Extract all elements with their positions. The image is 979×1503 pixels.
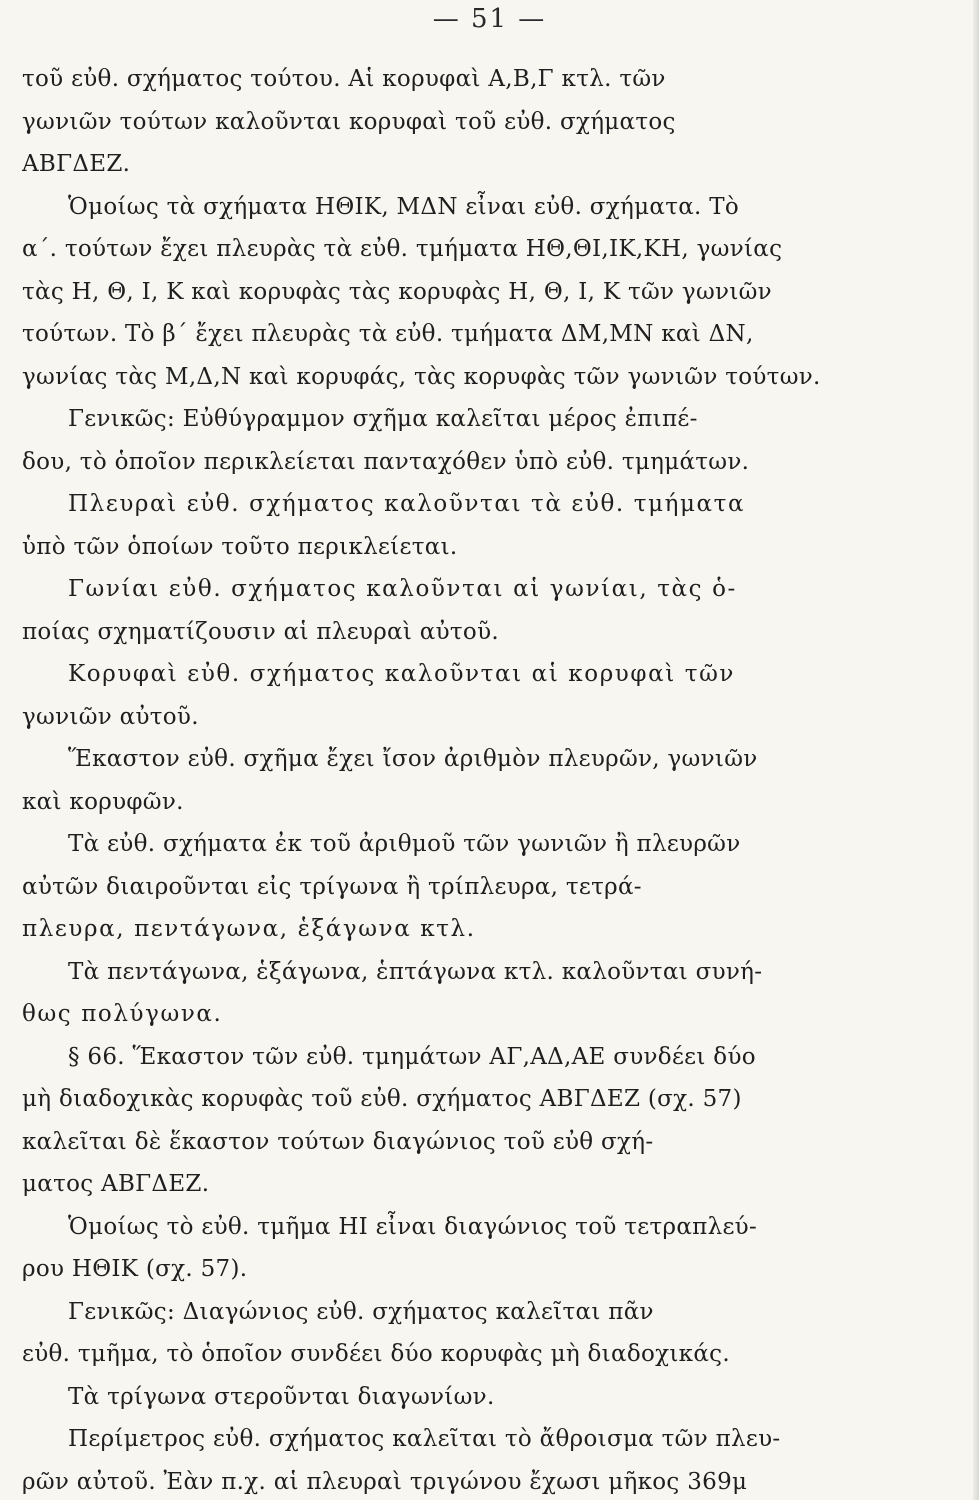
text-line: εὐθ. τμῆμα, τὸ ὁποῖον συνδέει δύο κορυφὰς μὴ διαδοχικάς. xyxy=(22,1333,842,1376)
text-line: θως πολύγωνα. xyxy=(22,993,842,1036)
text-line: αὐτῶν διαιροῦνται εἰς τρίγωνα ἢ τρίπλευρα, τετρά- xyxy=(22,866,842,909)
text-line: ρου ΗΘΙΚ (σχ. 57). xyxy=(22,1248,842,1291)
text-line: πλευρα, πεντάγωνα, ἑξάγωνα κτλ. xyxy=(22,908,842,951)
page-text xyxy=(22,58,842,1503)
text-line: Πλευραὶ εὐθ. σχήματος καλοῦνται τὰ εὐθ. τμήματα xyxy=(22,483,842,526)
text-line: Γενικῶς: Εὐθύγραμμον σχῆμα καλεῖται μέρος ἐπιπέ- xyxy=(22,398,842,441)
text-line: ρῶν αὐτοῦ. Ἐὰν π.χ. αἱ πλευραὶ τριγώνου ἔχωσι μῆκος 369μ xyxy=(22,1461,842,1503)
text-line: καλεῖται δὲ ἕκαστον τούτων διαγώνιος τοῦ εὐθ σχή- xyxy=(22,1121,842,1164)
text-line: τοῦ εὐθ. σχήματος τούτου. Αἱ κορυφαὶ Α,Β,Γ κτλ. τῶν xyxy=(22,58,842,101)
page-edge xyxy=(973,0,979,1500)
text-line: Γενικῶς: Διαγώνιος εὐθ. σχήματος καλεῖται πᾶν xyxy=(22,1291,842,1334)
text-line: τούτων. Τὸ β΄ ἔχει πλευρὰς τὰ εὐθ. τμήματα ΔΜ,ΜΝ καὶ ΔΝ, xyxy=(22,313,842,356)
text-line: ὑπὸ τῶν ὁποίων τοῦτο περικλείεται. xyxy=(22,526,842,569)
text-line: α΄. τούτων ἔχει πλευρὰς τὰ εὐθ. τμήματα ΗΘ,ΘΙ,ΙΚ,ΚΗ, γωνίας xyxy=(22,228,842,271)
page-number: — 51 — xyxy=(0,4,979,34)
text-line: ποίας σχηματίζουσιν αἱ πλευραὶ αὐτοῦ. xyxy=(22,611,842,654)
text-line: Ὁμοίως τὰ σχήματα ΗΘΙΚ, ΜΔΝ εἶναι εὐθ. σχήματα. Τὸ xyxy=(22,186,842,229)
text-line: Περίμετρος εὐθ. σχήματος καλεῖται τὸ ἄθροισμα τῶν πλευ- xyxy=(22,1418,842,1461)
text-line: Ἕκαστον εὐθ. σχῆμα ἔχει ἴσον ἀριθμὸν πλευρῶν, γωνιῶν xyxy=(22,738,842,781)
text-line: Κορυφαὶ εὐθ. σχήματος καλοῦνται αἱ κορυφαὶ τῶν xyxy=(22,653,842,696)
text-line: καὶ κορυφῶν. xyxy=(22,781,842,824)
text-line: δου, τὸ ὁποῖον περικλείεται πανταχόθεν ὑπὸ εὐθ. τμημάτων. xyxy=(22,441,842,484)
text-line: Γωνίαι εὐθ. σχήματος καλοῦνται αἱ γωνίαι, τὰς ὁ- xyxy=(22,568,842,611)
text-line: γωνιῶν τούτων καλοῦνται κορυφαὶ τοῦ εὐθ. σχήματος xyxy=(22,101,842,144)
text-line: ΑΒΓΔΕΖ. xyxy=(22,143,842,186)
text-line: Ὁμοίως τὸ εὐθ. τμῆμα ΗΙ εἶναι διαγώνιος τοῦ τετραπλεύ- xyxy=(22,1206,842,1249)
text-line: μὴ διαδοχικὰς κορυφὰς τοῦ εὐθ. σχήματος ΑΒΓΔΕΖ (σχ. 57) xyxy=(22,1078,842,1121)
text-line: Τὰ τρίγωνα στεροῦνται διαγωνίων. xyxy=(22,1376,842,1419)
text-line: ματος ΑΒΓΔΕΖ. xyxy=(22,1163,842,1206)
text-line: γωνιῶν αὐτοῦ. xyxy=(22,696,842,739)
text-line: Τὰ πεντάγωνα, ἑξάγωνα, ἑπτάγωνα κτλ. καλοῦνται συνή- xyxy=(22,951,842,994)
text-line: § 66. Ἕκαστον τῶν εὐθ. τμημάτων ΑΓ,ΑΔ,ΑΕ συνδέει δύο xyxy=(22,1036,842,1079)
text-line: Τὰ εὐθ. σχήματα ἐκ τοῦ ἀριθμοῦ τῶν γωνιῶν ἢ πλευρῶν xyxy=(22,823,842,866)
text-line: γωνίας τὰς Μ,Δ,Ν καὶ κορυφάς, τὰς κορυφὰς τῶν γωνιῶν τούτων. xyxy=(22,356,842,399)
text-line: τὰς Η, Θ, Ι, Κ καὶ κορυφὰς τὰς κορυφὰς Η, Θ, Ι, Κ τῶν γωνιῶν xyxy=(22,271,842,314)
